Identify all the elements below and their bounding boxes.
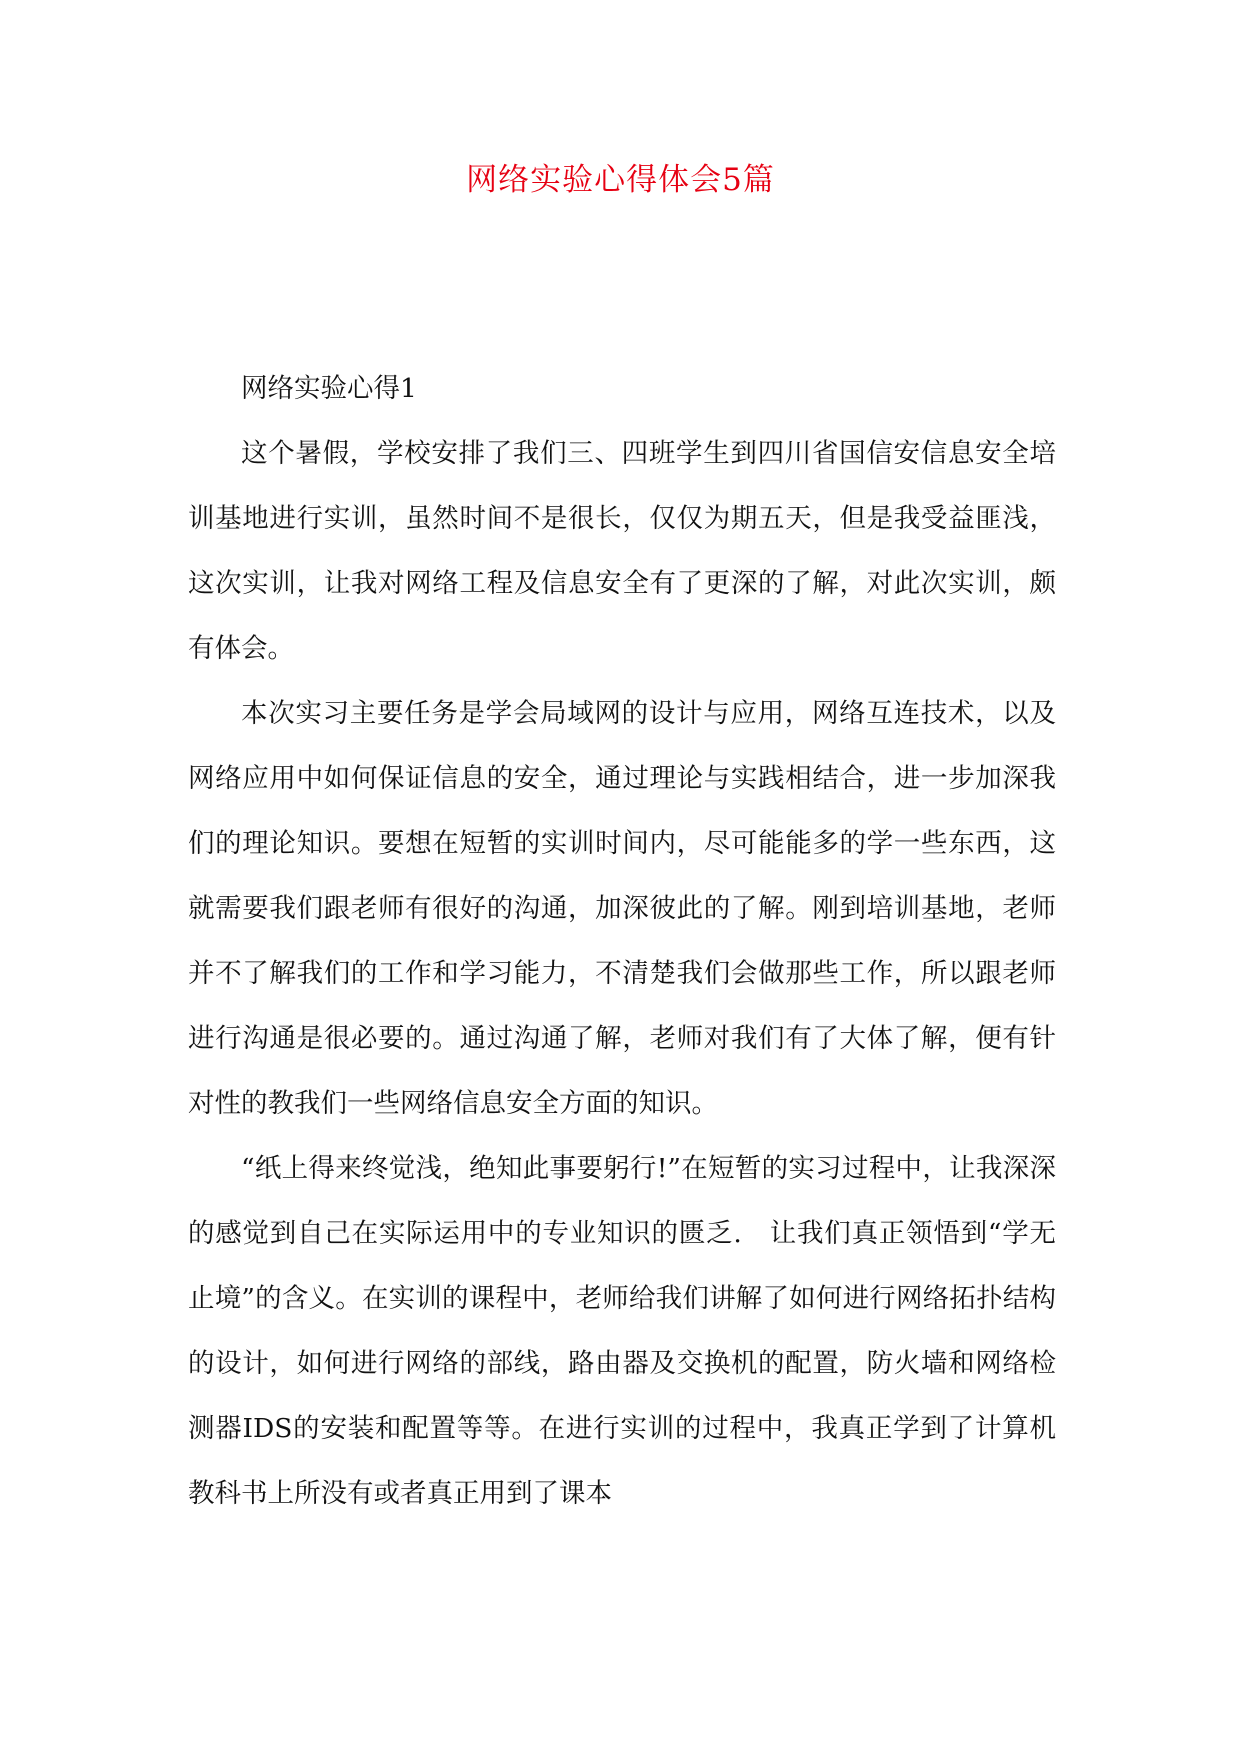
document-title: 网络实验心得体会5篇 <box>466 162 775 198</box>
paragraph: 这个暑假，学校安排了我们三、四班学生到四川省国信安信息安全培训基地进行实训，虽然时间不是很长，仅仅为期五天，但是我受益匪浅，这次实训，让我对网络工程及信息安全有了更深的了解，对此次实训，颇有体会。 <box>188 438 1056 664</box>
section-heading: 网络实验心得1 <box>241 373 417 404</box>
paragraph: 本次实习主要任务是学会局域网的设计与应用，网络互连技术，以及网络应用中如何保证信息的安全，通过理论与实践相结合，进一步加深我们的理论知识。要想在短暂的实训时间内，尽可能能多的学一些东西，这就需要我们跟老师有很好的沟通，加深彼此的了解。刚到培训基地，老师并不了解我们的工作和学习能力，不清楚我们会做那些工作，所以跟老师进行沟通是很必要的。通过沟通了解，老师对我们有了大体了解，便有针对性的教我们一些网络信息安全方面的知识。 <box>188 698 1056 1119</box>
document-body <box>188 356 1056 1526</box>
paragraph: “纸上得来终觉浅，绝知此事要躬行!”在短暂的实习过程中，让我深深的感觉到自己在实际运用中的专业知识的匮乏. 让我们真正领悟到“学无止境”的含义。在实训的课程中，老师给我们讲解了如何进行网络拓扑结构的设计，如何进行网络的部线，路由器及交换机的配置，防火墙和网络检测器IDS的安装和配置等等。在进行实训的过程中，我真正学到了计算机教科书上所没有或者真正用到了课本 <box>188 1153 1056 1509</box>
